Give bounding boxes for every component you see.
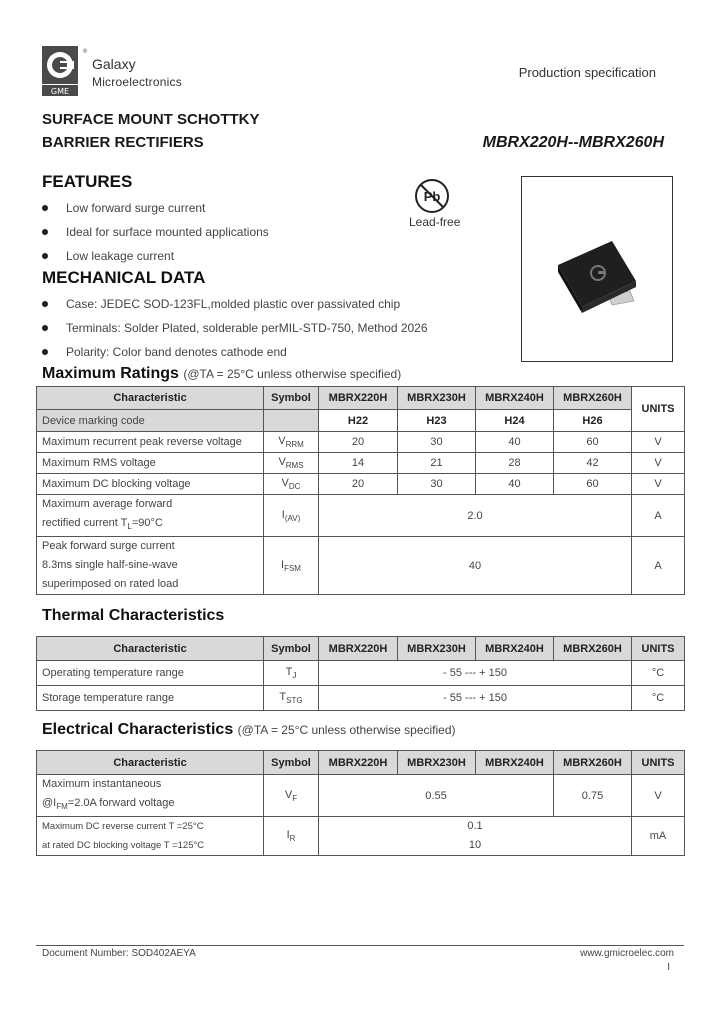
bullet-icon xyxy=(42,229,48,235)
header-cell: MBRX220H xyxy=(319,387,398,410)
header-cell: MBRX240H xyxy=(476,387,554,410)
table-row: Storage temperature range $T_{STG}$ - 55 --- + 150 °C xyxy=(37,686,685,711)
svg-text:®: ® xyxy=(82,48,88,55)
brand-subtitle: Microelectronics xyxy=(92,75,182,89)
part-numbers: MBRX220H--MBRX260H xyxy=(482,134,664,151)
document-number: Document Number: SOD402AEYA xyxy=(42,948,196,959)
thermal-title: Thermal Characteristics xyxy=(42,607,225,624)
header-cell: MBRX230H xyxy=(398,387,476,410)
header-cell: UNITS xyxy=(632,387,685,432)
header-cell: Characteristic xyxy=(37,751,264,775)
header-cell: Symbol xyxy=(264,751,319,775)
lead-free-label: Lead-free xyxy=(409,215,461,229)
header-cell: MBRX240H xyxy=(476,751,554,775)
table-row: Maximum DC blocking voltage $V_{DC}$ 20 30 40 60 V xyxy=(37,474,685,495)
table-row: Peak forward surge current 8.3ms single half-sine-wave superimposed on rated load $I_{FSM}$ 40 A xyxy=(37,537,685,595)
table-row: Operating temperature range $T_J$ - 55 --- + 150 °C xyxy=(37,661,685,686)
header-cell: Characteristic xyxy=(37,387,264,410)
company-logo xyxy=(42,46,86,96)
feature-item: Low forward surge current xyxy=(42,201,205,215)
header-cell: MBRX260H xyxy=(554,387,632,410)
mechanical-item: Terminals: Solder Plated, solderable perMIL-STD-750, Method 2026 xyxy=(42,321,428,335)
bullet-icon xyxy=(42,205,48,211)
header-cell: MBRX220H xyxy=(319,637,398,661)
features-heading: FEATURES xyxy=(42,172,133,191)
mechanical-heading: MECHANICAL DATA xyxy=(42,268,206,287)
header-cell: Symbol xyxy=(264,387,319,410)
header-cell: MBRX220H xyxy=(319,751,398,775)
svg-text:GME: GME xyxy=(50,87,70,96)
table-header-row xyxy=(37,637,685,661)
svg-text:Pb: Pb xyxy=(423,189,441,204)
feature-item: Ideal for surface mounted applications xyxy=(42,225,269,239)
max-ratings-table xyxy=(36,386,685,595)
table-row: Device marking code H22 H23 H24 H26 xyxy=(37,410,685,432)
doc-title-line2: BARRIER RECTIFIERS xyxy=(42,134,204,151)
table-row: Maximum DC reverse current T =25°C at rated DC blocking voltage T =125°C $I_R$ 0.1 10 mA xyxy=(37,817,685,856)
header-cell: Symbol xyxy=(264,637,319,661)
header-cell: Characteristic xyxy=(37,637,264,661)
header-cell: MBRX240H xyxy=(476,637,554,661)
header-cell: MBRX230H xyxy=(398,637,476,661)
electrical-title: Electrical Characteristics (@TA = 25°C unless otherwise specified) xyxy=(42,721,456,738)
thermal-table xyxy=(36,636,685,711)
page-number: I xyxy=(667,962,670,973)
doc-title-line1: SURFACE MOUNT SCHOTTKY xyxy=(42,111,260,128)
table-row: Maximum RMS voltage $V_{RMS}$ 14 21 28 42 V xyxy=(37,453,685,474)
table-header-row xyxy=(37,751,685,775)
lead-free-icon xyxy=(412,176,452,216)
feature-item: Low leakage current xyxy=(42,249,174,263)
bullet-icon xyxy=(42,253,48,259)
mechanical-item: Polarity: Color band denotes cathode end xyxy=(42,345,287,359)
table-row: Maximum recurrent peak reverse voltage $V_{RRM}$ 20 30 40 60 V xyxy=(37,432,685,453)
website-link[interactable]: www.gmicroelec.com xyxy=(580,948,674,959)
max-ratings-title: Maximum Ratings (@TA = 25°C unless otherwise specified) xyxy=(42,365,402,382)
header-cell: MBRX230H xyxy=(398,751,476,775)
header-cell: MBRX260H xyxy=(554,751,632,775)
bullet-icon xyxy=(42,301,48,307)
table-header-row xyxy=(37,387,685,410)
mechanical-item: Case: JEDEC SOD-123FL,molded plastic over passivated chip xyxy=(42,297,400,311)
electrical-table xyxy=(36,750,685,856)
table-row: Maximum average forward rectified current $T_L=90^\circ C$ $I_{(AV)}$ 2.0 A xyxy=(37,495,685,537)
bullet-icon xyxy=(42,325,48,331)
production-spec-label: Production specification xyxy=(518,65,656,80)
table-row: Maximum instantaneous $@I_{FM}=2.0A$ forward voltage $V_F$ 0.55 0.75 V xyxy=(37,775,685,817)
header-cell: MBRX260H xyxy=(554,637,632,661)
header-cell: UNITS xyxy=(632,751,685,775)
bullet-icon xyxy=(42,349,48,355)
brand-name: Galaxy xyxy=(92,56,136,72)
package-image xyxy=(521,176,673,362)
footer-divider xyxy=(36,945,684,946)
header-cell: UNITS xyxy=(632,637,685,661)
